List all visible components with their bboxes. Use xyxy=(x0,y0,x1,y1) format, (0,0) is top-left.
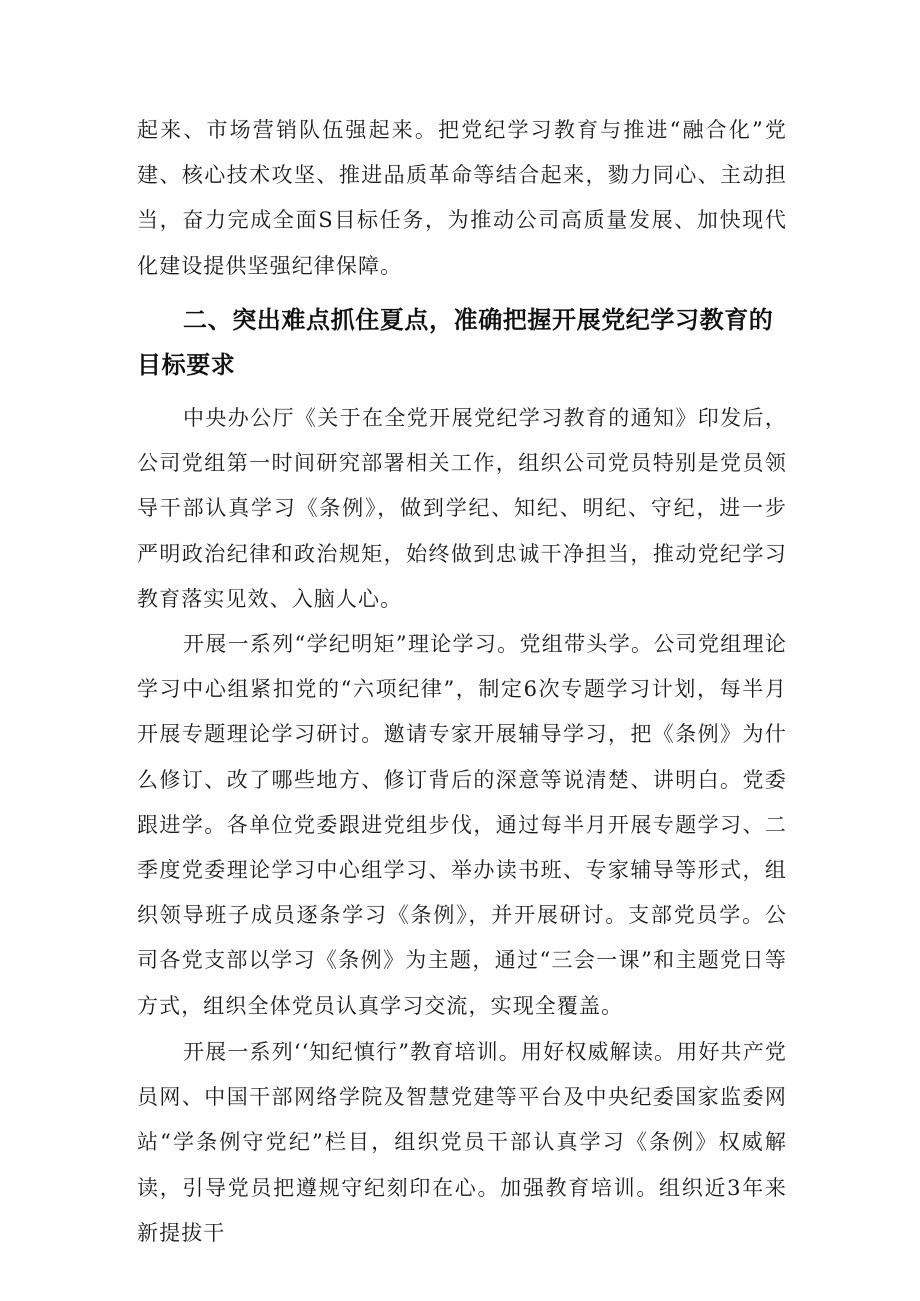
section-heading: 二、突出难点抓住夏点，准确把握开展党纪学习教育的目标要求 xyxy=(137,306,774,379)
body-paragraph: 开展一系列“学纪明矩”理论学习。党组带头学。公司党组理论学习中心组紧扣党的“六项纪律”，制定6次专题学习计划，每半月开展专题理论学习研讨。邀请专家开展辅导学习，把《条例》为什么修订、改了哪些地方、修订背后的深意等说清楚、讲明白。党委跟进学。各单位党委跟进党组步伐，通过每半月开展专题学习、二季度党委理论学习中心组学习、举办读书班、专家辅导等形式，组织领导班子成员逐条学习《条例》，并开展研讨。支部党员学。公司各党支部以学习《条例》为主题，通过“三会一课”和主题党日等方式，组织全体党员认真学习交流，实现全覆盖。 xyxy=(137,632,787,1018)
body-paragraph: 中央办公厅《关于在全党开展党纪学习教育的通知》印发后，公司党组第一时间研究部署相关工作，组织公司党员特别是党员领导干部认真学习《条例》，做到学纪、知纪、明纪、守纪，进一步严明政治纪律和政治规矩，始终做到忠诚干净担当，推动党纪学习教育落实见效、入脑人心。 xyxy=(137,406,787,611)
body-paragraph: 开展一系列‘‘知纪慎行”教育培训。用好权威解读。用好共产党员网、中国干部网络学院及智慧党建等平台及中央纪委国家监委网站“学条例守党纪”栏目，组织党员干部认真学习《条例》权威解读，引导党员把遵规守纪刻印在心。加强教育培训。组织近3年来新提拔干 xyxy=(137,1040,787,1245)
body-paragraph: 起来、市场营销队伍强起来。把党纪学习教育与推进“融合化”党建、核心技术攻坚、推进品质革命等结合起来，勠力同心、主动担当，奋力完成全面S目标任务，为推动公司高质量发展、加快现代化建设提供坚强纪律保障。 xyxy=(137,118,787,278)
